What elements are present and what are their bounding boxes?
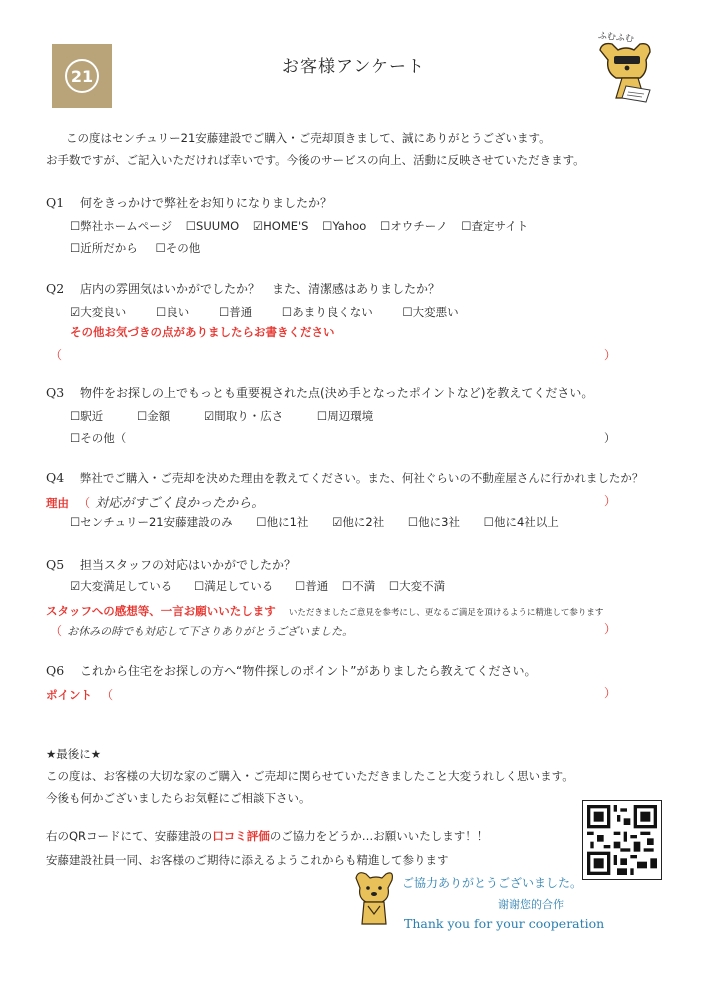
q5-number: Q5 (46, 557, 65, 572)
closing-heading: ★最後に★ (46, 747, 102, 761)
q5-question (46, 556, 296, 573)
closing-qr-line (46, 828, 488, 844)
q5-answer-row (50, 620, 353, 639)
q3-number: Q3 (46, 385, 65, 400)
q4-option[interactable]: ☐センチュリー21安藤建設のみ (70, 515, 233, 529)
qr-code[interactable] (582, 800, 662, 880)
q6-open-paren: （ (101, 688, 114, 702)
q6-number: Q6 (46, 663, 65, 678)
q5-answer[interactable]: お休みの時でも対応して下さりありがとうございました。 (67, 625, 354, 638)
q5-option[interactable]: ☐普通 (294, 579, 329, 593)
q1-text: 何をきっかけで弊社をお知りになりましたか？ (80, 196, 333, 210)
mascot-speech: ふむふむ (597, 31, 635, 45)
q5-prompt-row (46, 600, 603, 619)
q4-options (70, 514, 559, 530)
q3-options (70, 408, 373, 424)
q4-text: 弊社でご購入・ご売却を決めた理由を教えてください。また、何社ぐらいの不動産屋さんに行かれましたか？ (79, 471, 644, 485)
q2-option-checked[interactable]: ☑大変良い (70, 305, 127, 319)
dog-mascot-icon (352, 868, 396, 928)
q4-open-paren: （ (78, 496, 91, 510)
q5-option[interactable]: ☐不満 (341, 579, 376, 593)
q5-prompt: スタッフへの感想等、一言お願いいたします (46, 604, 276, 618)
q4-option[interactable]: ☐他に3社 (407, 515, 460, 529)
q4-reason-row (46, 492, 264, 511)
q1-number: Q1 (46, 195, 65, 210)
q3-question (46, 384, 593, 401)
q3-text: 物件をお探しの上でもっとも重要視された点(決め手となったポイントなど)を教えてください。 (80, 386, 594, 400)
closing-line1: この度は、お客様の大切な家のご購入・ご売却に関らせていただきましたこと大変うれしく思います。 (46, 769, 574, 783)
q1-option[interactable]: ☐SUUMO (185, 219, 240, 233)
q4-option[interactable]: ☐他に1社 (256, 515, 309, 529)
intro-line1: この度はセンチュリー21安藤建設でご購入・ご売却頂きまして、誠にありがとうございます。 (66, 131, 551, 145)
qr-line-post: のご協力をどうか…お願いいたします！！ (269, 829, 489, 843)
q4-reason-answer[interactable]: 対応がすごく良かったから。 (95, 496, 265, 511)
mascot-bottom (352, 868, 396, 932)
q5-prompt-note: いただきましたご意見を参考にし、更なるご満足を頂けるように精進して参ります (288, 608, 604, 618)
q1-options-row1 (70, 218, 528, 234)
q3-close-paren: ） (604, 431, 616, 445)
q5-option-checked[interactable]: ☑大変満足している (70, 579, 173, 593)
logo-mark: 21 (65, 59, 99, 93)
q1-option[interactable]: ☐近所だから (70, 241, 138, 255)
q4-reason-label: 理由 (46, 496, 69, 510)
q1-option-checked[interactable]: ☑HOME'S (252, 219, 309, 233)
q6-question (46, 662, 536, 679)
closing-line4: 安藤建設社員一同、お客様のご期待に添えるようこれからも精進して参ります (46, 853, 449, 867)
q2-option[interactable]: ☐普通 (218, 305, 253, 319)
page-title: お客様アンケート (282, 57, 425, 77)
q4-close-paren: ） (604, 494, 617, 508)
q2-open-paren: （ (50, 348, 63, 362)
q1-option[interactable]: ☐査定サイト (461, 219, 529, 233)
q6-point-row (46, 684, 113, 703)
q6-label: ポイント (46, 688, 92, 702)
q2-question (46, 280, 440, 297)
q3-option[interactable]: ☐駅近 (70, 409, 104, 423)
q1-options-row2 (70, 240, 200, 256)
q1-option[interactable]: ☐オウチーノ (379, 219, 448, 233)
q6-point-field[interactable] (110, 684, 600, 702)
qr-code-icon (587, 805, 657, 875)
q6-close-paren: ） (604, 686, 617, 700)
q2-option[interactable]: ☐良い (155, 305, 190, 319)
q2-text: 店内の雰囲気はいかがでしたか？ また、清潔感はありましたか？ (80, 282, 441, 296)
q1-option[interactable]: ☐Yahoo (322, 219, 367, 233)
q2-option[interactable]: ☐大変悪い (402, 305, 459, 319)
q4-option[interactable]: ☐他に4社以上 (483, 515, 559, 529)
q5-open-paren: （ (50, 624, 63, 638)
q2-prompt: その他お気づきの点がありましたらお書きください (70, 325, 335, 339)
q5-options (70, 578, 445, 594)
intro-line2: お手数ですが、ご記入いただければ幸いです。今後のサービスの向上、活動に反映させていただきます。 (46, 153, 585, 167)
q6-text: これから住宅をお探しの方へ“物件探しのポイント”がありましたら教えてください。 (80, 664, 537, 678)
q2-comment-field[interactable] (64, 346, 604, 364)
q2-options (70, 304, 459, 320)
thanks-japanese: ご協力ありがとうございました。 (402, 876, 583, 890)
q1-question (46, 194, 332, 211)
thanks-chinese: 谢谢您的合作 (498, 898, 564, 911)
thanks-english: Thank you for your cooperation (404, 916, 605, 931)
q4-number: Q4 (46, 470, 65, 485)
q1-option[interactable]: ☐弊社ホームページ (70, 219, 173, 233)
closing-line2: 今後も何かございましたらお気軽にご相談下さい。 (46, 791, 311, 805)
qr-line-pre: 右のQRコードにて、安藤建設の (46, 829, 213, 843)
q5-option[interactable]: ☐満足している (193, 579, 274, 593)
q3-option[interactable]: ☐周辺環境 (316, 409, 374, 423)
q4-option-checked[interactable]: ☑他に2社 (332, 515, 385, 529)
q5-text: 担当スタッフの対応はいかがでしたか？ (80, 558, 297, 572)
q3-option[interactable]: ☐金額 (136, 409, 171, 423)
mascot-top (592, 28, 662, 112)
q5-option[interactable]: ☐大変不満 (388, 579, 446, 593)
q4-question (46, 470, 643, 486)
q2-option[interactable]: ☐あまり良くない (281, 305, 373, 319)
q3-option-checked[interactable]: ☑間取り・広さ (203, 409, 284, 423)
q3-other[interactable]: ☐その他（ (70, 431, 127, 445)
q2-close-paren: ） (604, 348, 617, 362)
qr-line-highlight: 口コミ評価 (212, 829, 270, 843)
q2-number: Q2 (46, 281, 65, 296)
q5-close-paren: ） (604, 622, 617, 636)
q1-option[interactable]: ☐その他 (155, 241, 201, 255)
